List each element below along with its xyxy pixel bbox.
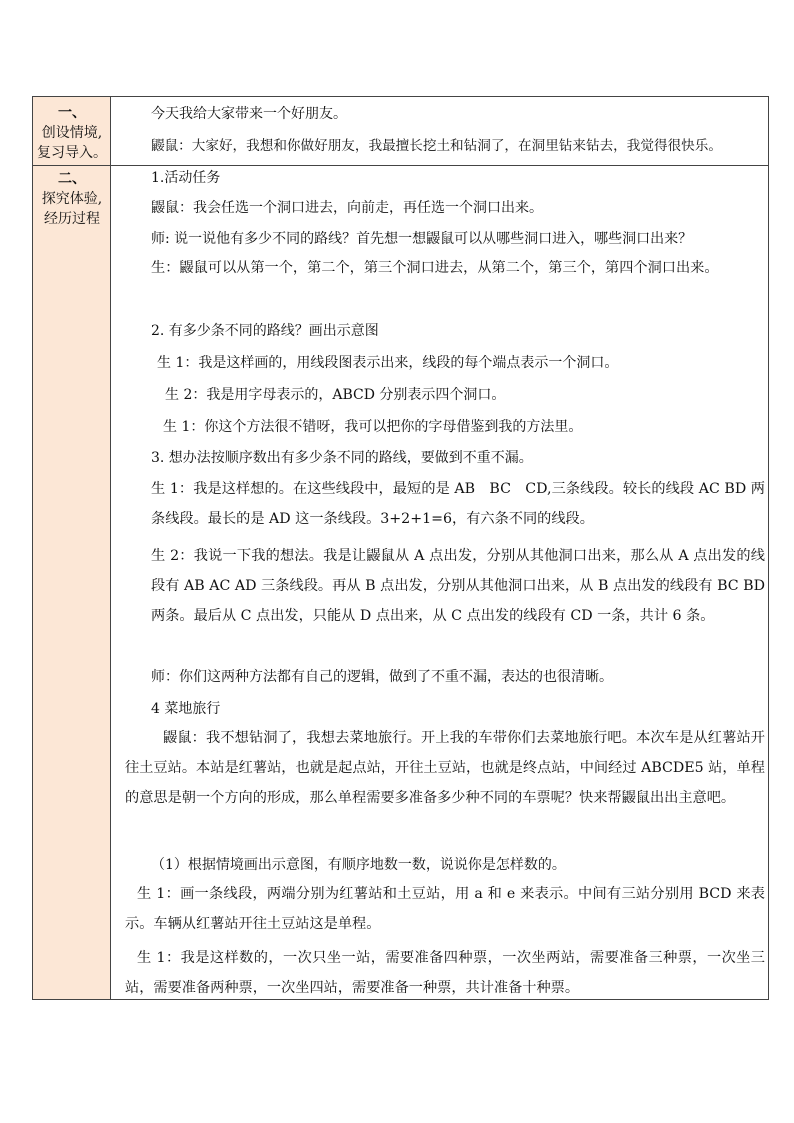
section-2-line: 师：你们这两种方法都有自己的逻辑，做到了不重不漏，表达的也很清晰。 xyxy=(151,669,613,685)
section-divider xyxy=(33,165,768,166)
stage-1-title-line-1: 创设情境, xyxy=(41,125,103,141)
section-1-line-2: 鼹鼠：大家好，我想和你做好朋友，我最擅长挖土和钻洞了，在洞里钻来钻去，我觉得很快乐。 xyxy=(151,138,722,154)
stage-column xyxy=(33,97,111,999)
section-2-paragraph: 生 1：我是这样想的。在这些线段中，最短的是 AB BC CD,三条线段。较长的线段 AC BD 两条线段。最长的是 AD 这一条线段。3+2+1=6，有六条不同的线段。 xyxy=(151,481,765,528)
section-2-paragraph: 生 1：我是这样数的，一次只坐一站，需要准备四种票，一次坐两站，需要准备三种票，一次坐三站，需要准备两种票，一次坐四站，需要准备一种票，共计准备十种票。 xyxy=(125,950,765,997)
section-2-paragraph: 生：鼹鼠可以从第一个，第二个，第三个洞口进去，从第二个，第三个，第四个洞口出来。 xyxy=(151,260,719,276)
lesson-table xyxy=(32,96,769,1000)
section-2-paragraph: 鼹鼠：我不想钻洞了，我想去菜地旅行。开上我的车带你们去菜地旅行吧。本次车是从红薯站开往土豆站。本站是红薯站，也就是起点站，开往土豆站，也就是终点站，中间经过 ABCDE5 站，单程的意思是朝一个方向的形成，那么单程需要多准备多少种不同的车票呢？快来帮鼹鼠出出主意吧。 xyxy=(125,730,765,807)
section-2-heading-activity: 1.活动任务 xyxy=(151,170,221,186)
section-2-heading-routes: 2. 有多少条不同的路线？画出示意图 xyxy=(151,323,379,339)
section-2-line: （1）根据情境画出示意图，有顺序地数一数，说说你是怎样数的。 xyxy=(151,857,566,873)
stage-1-number: 一、 xyxy=(58,105,86,121)
section-2-line: 生 1：我是这样画的，用线段图表示出来，线段的每个端点表示一个洞口。 xyxy=(157,355,619,371)
section-2-heading-trip: 4 菜地旅行 xyxy=(151,701,221,717)
stage-2-title-line-2: 经历过程 xyxy=(44,211,100,227)
stage-1-label xyxy=(33,103,111,163)
stage-2-title-line-1: 探究体验, xyxy=(41,191,103,207)
section-2-line: 生 2：我是用字母表示的，ABCD 分别表示四个洞口。 xyxy=(165,387,506,403)
stage-1-title-line-2: 复习导入。 xyxy=(37,145,107,161)
section-2-line: 生 1：你这个方法很不错呀，我可以把你的字母借鉴到我的方法里。 xyxy=(163,419,583,435)
section-2-line: 师: 说一说他有多少不同的路线？首先想一想鼹鼠可以从哪些洞口进入，哪些洞口出来？ xyxy=(151,231,693,247)
section-2-heading-count: 3. 想办法按顺序数出有多少条不同的路线，要做到不重不漏。 xyxy=(151,450,533,466)
section-2-line: 鼹鼠：我会任选一个洞口进去，向前走，再任选一个洞口出来。 xyxy=(151,200,543,216)
stage-2-number: 二、 xyxy=(58,171,86,187)
section-1-line-1: 今天我给大家带来一个好朋友。 xyxy=(151,106,347,122)
section-2-paragraph: 生 1：画一条线段，两端分别为红薯站和土豆站，用 a 和 e 来表示。中间有三站分别用 BCD 来表示。车辆从红薯站开往土豆站这是单程。 xyxy=(125,886,765,933)
stage-2-label xyxy=(33,169,111,229)
section-2-paragraph: 生 2：我说一下我的想法。我是让鼹鼠从 A 点出发，分别从其他洞口出来，那么从 A 点出发的线段有 AB AC AD 三条线段。再从 B 点出发，分别从其他洞口出来，从 B 点出发的线段有 BC BD 两条。最后从 C 点出发，只能从 D 点出来，从 C 点出发的线段有 CD 一条，共计 6 条。 xyxy=(151,548,765,625)
